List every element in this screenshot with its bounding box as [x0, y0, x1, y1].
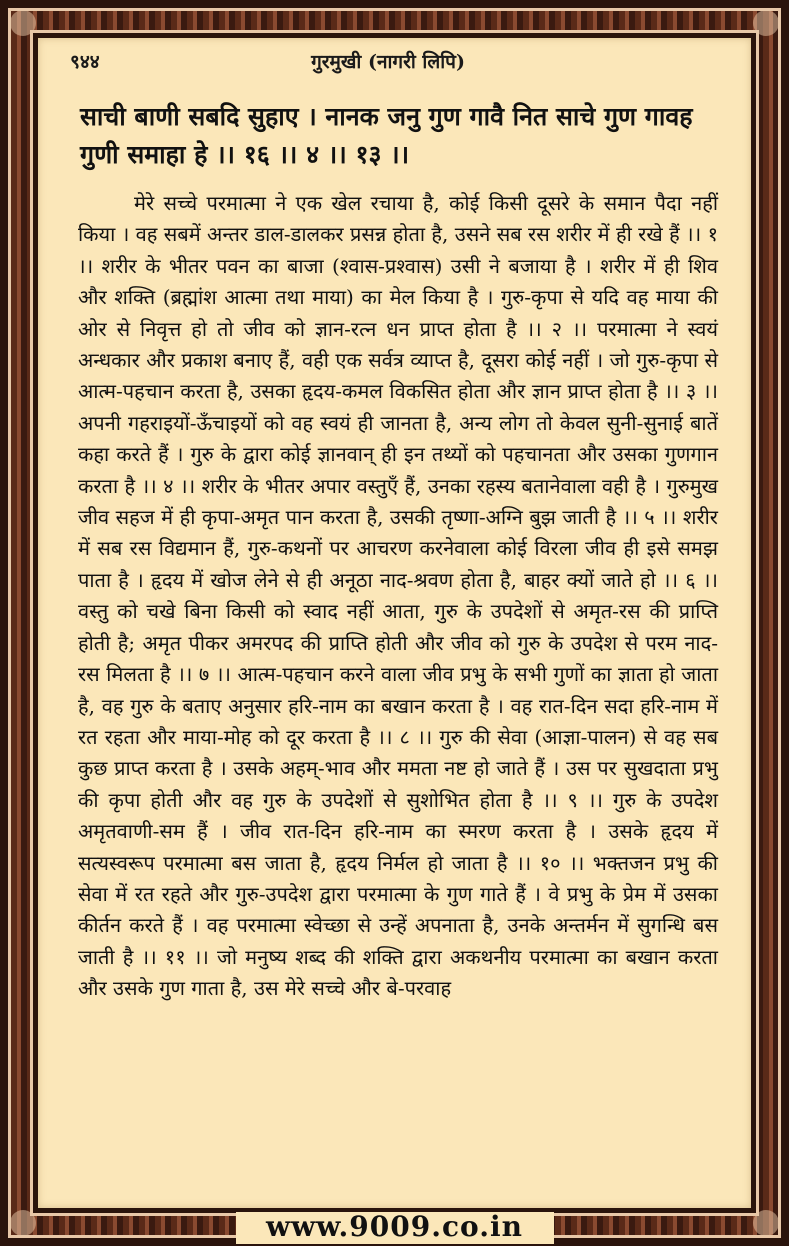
verse-text: साची बाणी सबदि सुहाए । नानक जनु गुण गावै नित साचे गुण गावह गुणी समाहा हे ।। १६ ।। ४ ।। १३ ।।: [80, 102, 693, 169]
page-number: ९४४: [70, 51, 100, 73]
corner-ornament-icon: [10, 10, 36, 36]
footer-url: www.9009.co.in: [266, 1210, 523, 1243]
page: [38, 38, 751, 1208]
running-title: गुरमुखी (नागरी लिपि): [311, 51, 465, 73]
page-header: [38, 48, 751, 72]
commentary-paragraph: मेरे सच्चे परमात्मा ने एक खेल रचाया है, कोई किसी दूसरे के समान पैदा नहीं किया । वह सबमें अन्तर डाल-डालकर प्रसन्न होता है, उसने सब रस शरीर में ही रखे हैं ।। १ ।। शरीर के भीतर पवन का बाजा (श्वास-प्रश्वास) उसी ने बजाया है । शरीर में ही शिव और शक्ति (ब्रह्मांश आत्मा तथा माया) का मेल किया है । गुरु-कृपा से यदि वह माया की ओर से निवृत्त हो तो जीव को ज्ञान-रत्न धन प्राप्त होता है ।। २ ।। परमात्मा ने स्वयं अन्धकार और प्रकाश बनाए हैं, वही एक सर्वत्र व्याप्त है, दूसरा कोई नहीं । जो गुरु-कृपा से आत्म-पहचान करता है, उसका हृदय-कमल विकसित होता और ज्ञान प्राप्त होता है ।। ३ ।। अपनी गहराइयों-ऊँचाइयों को वह स्वयं ही जानता है, अन्य लोग तो केवल सुनी-सुनाई बातें कहा करते हैं । गुरु के द्वारा कोई ज्ञानवान् ही इन तथ्यों को पहचानता और उसका गुणगान करता है ।। ४ ।। शरीर के भीतर अपार वस्तुएँ हैं, उनका रहस्य बतानेवाला वही है । गुरुमुख जीव सहज में ही कृपा-अमृत पान करता है, उसकी तृष्णा-अग्नि बुझ जाती है ।। ५ ।। शरीर में सब रस विद्यमान हैं, गुरु-कथनों पर आचरण करनेवाला कोई विरला जीव ही इसे समझ पाता है । हृदय में खोज लेने से ही अनूठा नाद-श्रवण होता है, बाहर क्यों जाते हो ।। ६ ।। वस्तु को चखे बिना किसी को स्वाद नहीं आता, गुरु के उपदेशों से अमृत-रस की प्राप्ति होती है; अमृत पीकर अमरपद की प्राप्ति होती और जीव को गुरु के उपदेश से परम नाद-रस मिलता है ।। ७ ।। आत्म-पहचान करने वाला जीव प्रभु के सभी गुणों का ज्ञाता हो जाता है, वह गुरु के बताए अनुसार हरि-नाम का बखान करता है । वह रात-दिन सदा हरि-नाम में रत रहता और माया-मोह को दूर करता है ।। ८ ।। गुरु की सेवा (आज्ञा-पालन) से वह सब कुछ प्राप्त करता है । उसके अहम्-भाव और ममता नष्ट हो जाते हैं । उस पर सुखदाता प्रभु की कृपा होती और वह गुरु के उपदेशों से सुशोभित होता है ।। ९ ।। गुरु के उपदेश अमृतवाणी-सम हैं । जीव रात-दिन हरि-नाम का स्मरण करता है । उसके हृदय में सत्यस्वरूप परमात्मा बस जाता है, हृदय निर्मल हो जाता है ।। १० ।। भक्तजन प्रभु की सेवा में रत रहते और गुरु-उपदेश द्वारा परमात्मा के गुण गाते हैं । वे प्रभु के प्रेम में उसका कीर्तन करते हैं । वह परमात्मा स्वेच्छा से उन्हें अपनाता है, उनके अन्तर्मन में सुगन्धि बस जाती है ।। ११ ।। जो मनुष्य शब्द की शक्ति द्वारा अकथनीय परमात्मा का बखान करता और उसके गुण गाता है, उस मेरे सच्चे और बे-परवाह: [78, 191, 718, 1001]
corner-ornament-icon: [753, 10, 779, 36]
